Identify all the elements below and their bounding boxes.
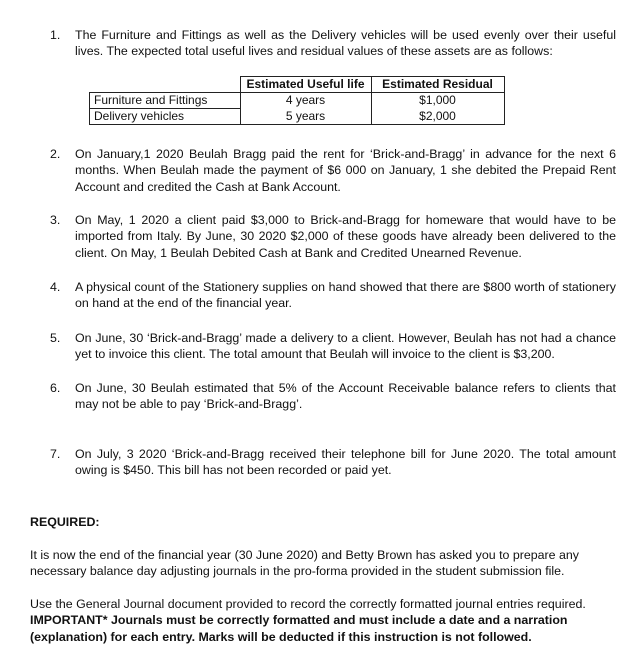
list-item-4 <box>50 279 616 312</box>
item-number: 6. <box>50 381 61 395</box>
table-cell-residual: $1,000 <box>371 93 504 109</box>
item-text: On January,1 2020 Beulah Bragg paid the rent for ‘Brick-and-Bragg’ in advance for the next 6 months. When Beulah made the payment of $6 000 on January, 1 she debited the Prepaid Rent Account and credited the Cash at Bank Account. <box>75 147 616 194</box>
instruction-text: Use the General Journal document provided to record the correctly formatted journal entries required. <box>30 597 586 611</box>
table-header-residual: Estimated Residual <box>371 77 504 93</box>
list-item-5 <box>50 330 616 363</box>
item-number: 1. <box>50 28 61 42</box>
item-number: 2. <box>50 147 61 161</box>
table-header-blank <box>90 77 241 93</box>
item-number: 4. <box>50 280 61 294</box>
table-cell-life: 5 years <box>240 109 371 125</box>
item-number: 7. <box>50 447 61 461</box>
item-text: A physical count of the Stationery supplies on hand showed that there are $800 worth of stationery on hand at the end of the financial year. <box>75 280 616 311</box>
table-cell-asset: Furniture and Fittings <box>90 93 241 109</box>
item-text: On June, 30 Beulah estimated that 5% of the Account Receivable balance refers to clients that may not be able to pay ‘Brick-and-Bragg’. <box>75 381 616 412</box>
item-text: On July, 3 2020 ‘Brick-and-Bragg received their telephone bill for June 2020. The total amount owing is $450. This bill has not been recorded or paid yet. <box>75 447 616 478</box>
table-row <box>90 93 505 109</box>
required-paragraph-2 <box>30 596 620 645</box>
required-heading: REQUIRED: <box>30 515 100 529</box>
assets-table <box>89 76 505 125</box>
item-number: 5. <box>50 331 61 345</box>
list-item-7 <box>50 446 616 479</box>
list-item-3 <box>50 212 616 261</box>
item-text: On May, 1 2020 a client paid $3,000 to Brick-and-Bragg for homeware that would have to be imported from Italy. By June, 30 2020 $2,000 of these goods have already been delivered to the client. On May, 1 Beulah Debited Cash at Bank and Credited Unearned Revenue. <box>75 213 616 260</box>
table-header-row <box>90 77 505 93</box>
list-item-2 <box>50 146 616 195</box>
table-cell-life: 4 years <box>240 93 371 109</box>
list-item-6 <box>50 380 616 413</box>
table-header-useful-life: Estimated Useful life <box>240 77 371 93</box>
table-cell-residual: $2,000 <box>371 109 504 125</box>
table-cell-asset: Delivery vehicles <box>90 109 241 125</box>
item-text: On June, 30 ‘Brick-and-Bragg’ made a delivery to a client. However, Beulah has not had a chance yet to invoice this client. The total amount that Beulah will invoice to the client is $3,200. <box>75 331 616 362</box>
required-paragraph-1: It is now the end of the financial year (30 June 2020) and Betty Brown has asked you to prepare any necessary balance day adjusting journals in the pro-forma provided in the student submission file. <box>30 548 579 579</box>
important-notice: IMPORTANT* Journals must be correctly formatted and must include a date and a narration (explanation) for each entry. Marks will be deducted if this instruction is not followed. <box>30 613 568 644</box>
table-row <box>90 109 505 125</box>
item-text: The Furniture and Fittings as well as the Delivery vehicles will be used evenly over their useful lives. The expected total useful lives and residual values of these assets are as follows: <box>75 28 616 59</box>
item-number: 3. <box>50 213 61 227</box>
list-item-1 <box>50 27 616 60</box>
